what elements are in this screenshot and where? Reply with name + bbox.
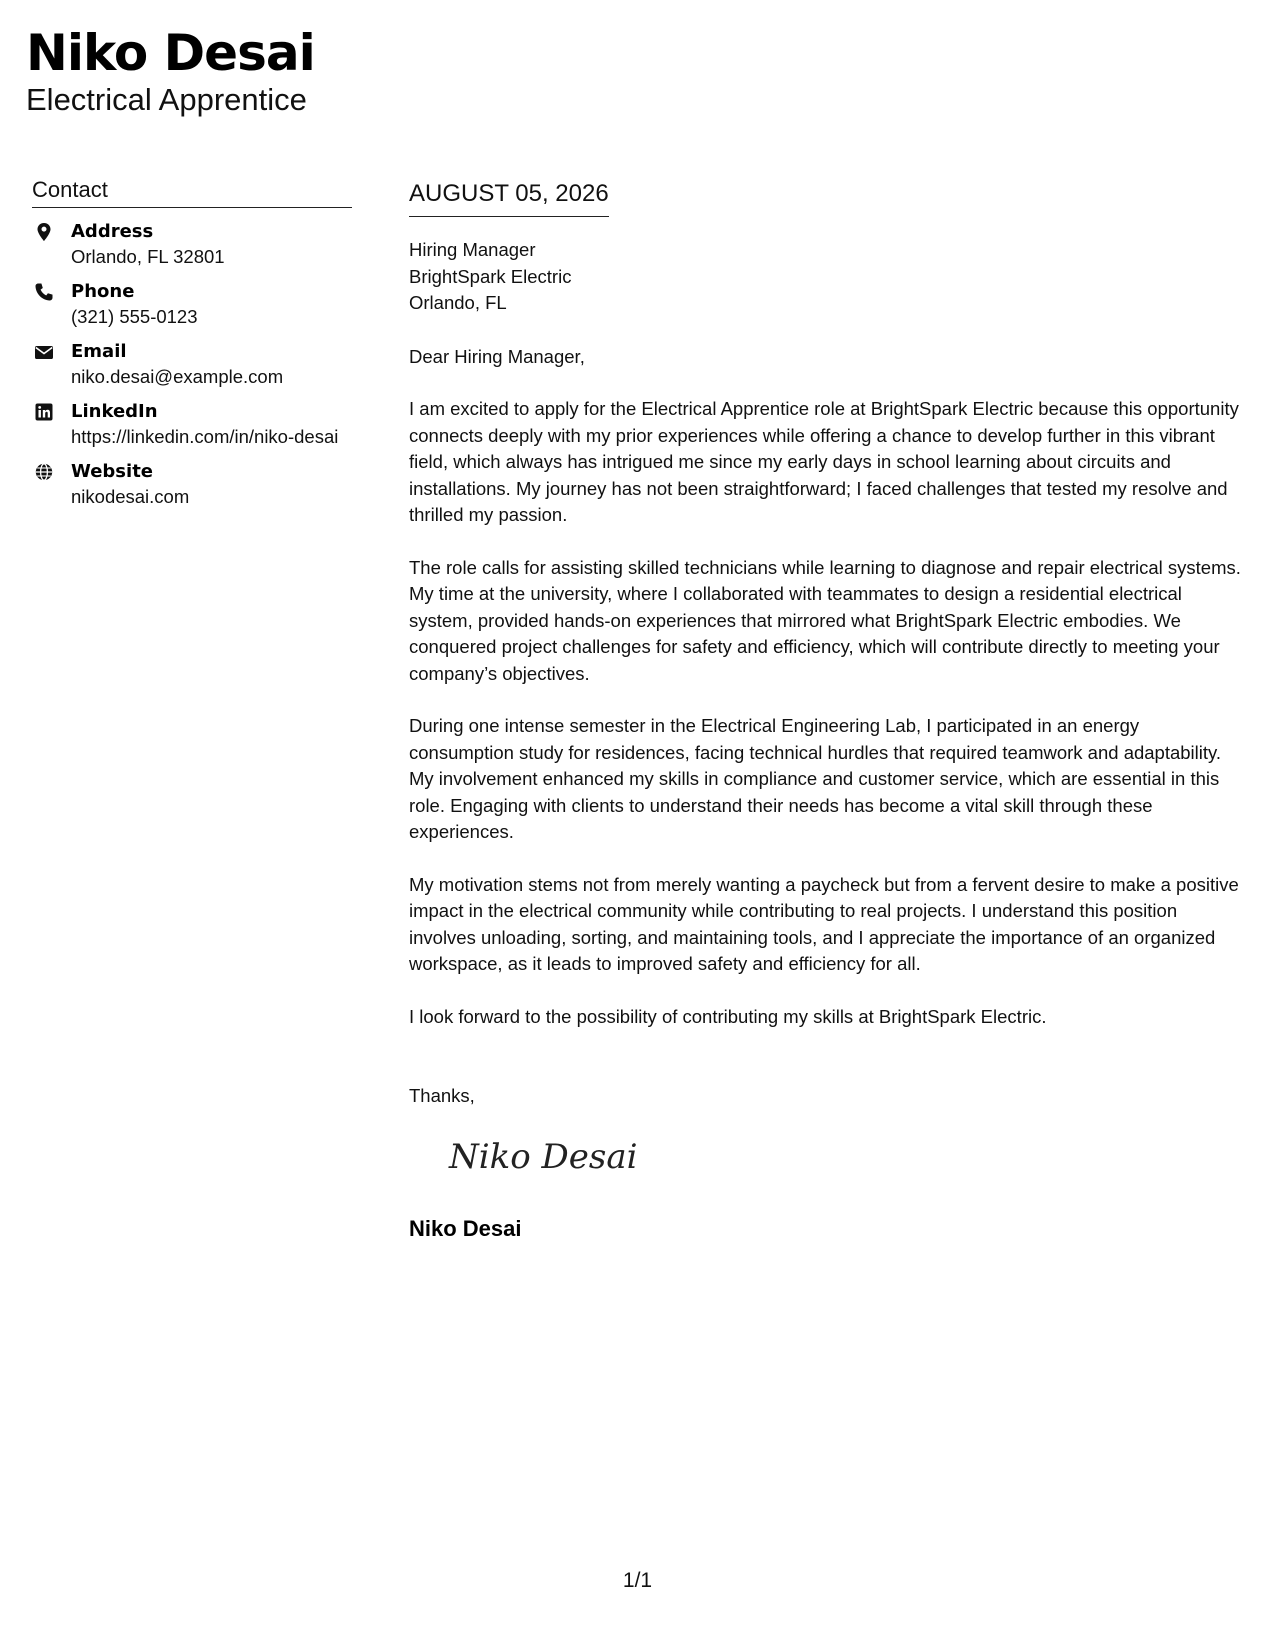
phone-icon <box>34 282 54 302</box>
letter-paragraph: My motivation stems not from merely wanting a paycheck but from a fervent desire to make a positive impact in the electrical community while contributing to real projects. I understand this position involves unloading, sorting, and maintaining tools, and I appreciate the importance of an organized workspace, as it leads to improved safety and efficiency for all. <box>409 873 1239 974</box>
letter-paragraph: I look forward to the possibility of contributing my skills at BrightSpark Electric. <box>409 1005 1047 1027</box>
page-number: 1/1 <box>622 1569 653 1592</box>
handwritten-signature <box>447 1128 647 1188</box>
contact-label: Phone <box>71 281 135 302</box>
contact-label: LinkedIn <box>71 401 158 422</box>
globe-icon <box>34 462 54 482</box>
letter-paragraph: The role calls for assisting skilled technicians while learning to diagnose and repair electrical systems. My time at the university, where I collaborated with teammates to design a residential electrical system, provided hands-on experiences that mirrored what BrightSpark Electric embodies. We conquered project challenges for safety and efficiency, which will contribute directly to meeting your company’s objectives. <box>409 556 1241 684</box>
contact-value: https://linkedin.com/in/niko-desai <box>71 426 339 447</box>
signer-name: Niko Desai <box>409 1215 522 1241</box>
contact-heading: Contact <box>32 176 352 208</box>
salutation: Dear Hiring Manager, <box>409 345 585 367</box>
contact-sidebar <box>32 176 352 520</box>
contact-value: (321) 555-0123 <box>71 306 198 327</box>
letterhead <box>26 22 315 118</box>
signature-text: Niko Desai <box>449 1136 638 1177</box>
letter-paragraph: During one intense semester in the Electrical Engineering Lab, I participated in an energy consumption study for residences, facing technical hurdles that required teamwork and adaptability. My involvement enhanced my skills in compliance and customer service, which are essential in this role. Engaging with clients to understand their needs has become a vital skill through these experiences. <box>409 715 1222 842</box>
closing: Thanks, <box>409 1085 475 1106</box>
letter-body <box>409 178 1249 1243</box>
applicant-name: Niko Desai <box>26 24 315 82</box>
contact-email <box>32 340 352 390</box>
contact-phone <box>32 280 352 330</box>
contact-label: Address <box>71 221 154 242</box>
contact-label: Email <box>71 341 127 362</box>
contact-value: Orlando, FL 32801 <box>71 246 225 267</box>
letter-date: AUGUST 05, 2026 <box>409 178 609 217</box>
letter-paragraph: I am excited to apply for the Electrical Apprentice role at BrightSpark Electric because this opportunity connects deeply with my prior experiences while offering a chance to develop further in this vibrant field, which always has intrigued me since my early days in school learning about circuits and installations. My journey has not been straightforward; I faced challenges that tested my resolve and thrilled my passion. <box>409 398 1239 525</box>
applicant-title: Electrical Apprentice <box>26 82 307 117</box>
contact-website <box>32 460 352 510</box>
recipient-line: Orlando, FL <box>409 292 507 313</box>
recipient-line: BrightSpark Electric <box>409 265 572 287</box>
contact-value: nikodesai.com <box>71 486 190 507</box>
linkedin-icon <box>34 402 54 422</box>
recipient-line: Hiring Manager <box>409 239 536 260</box>
envelope-icon <box>34 342 54 362</box>
contact-value: niko.desai@example.com <box>71 366 284 387</box>
contact-label: Website <box>71 461 154 482</box>
contact-list <box>32 220 352 510</box>
map-pin-icon <box>34 222 54 242</box>
contact-address <box>32 220 352 270</box>
contact-linkedin <box>32 400 352 450</box>
recipient-block <box>409 237 1249 317</box>
